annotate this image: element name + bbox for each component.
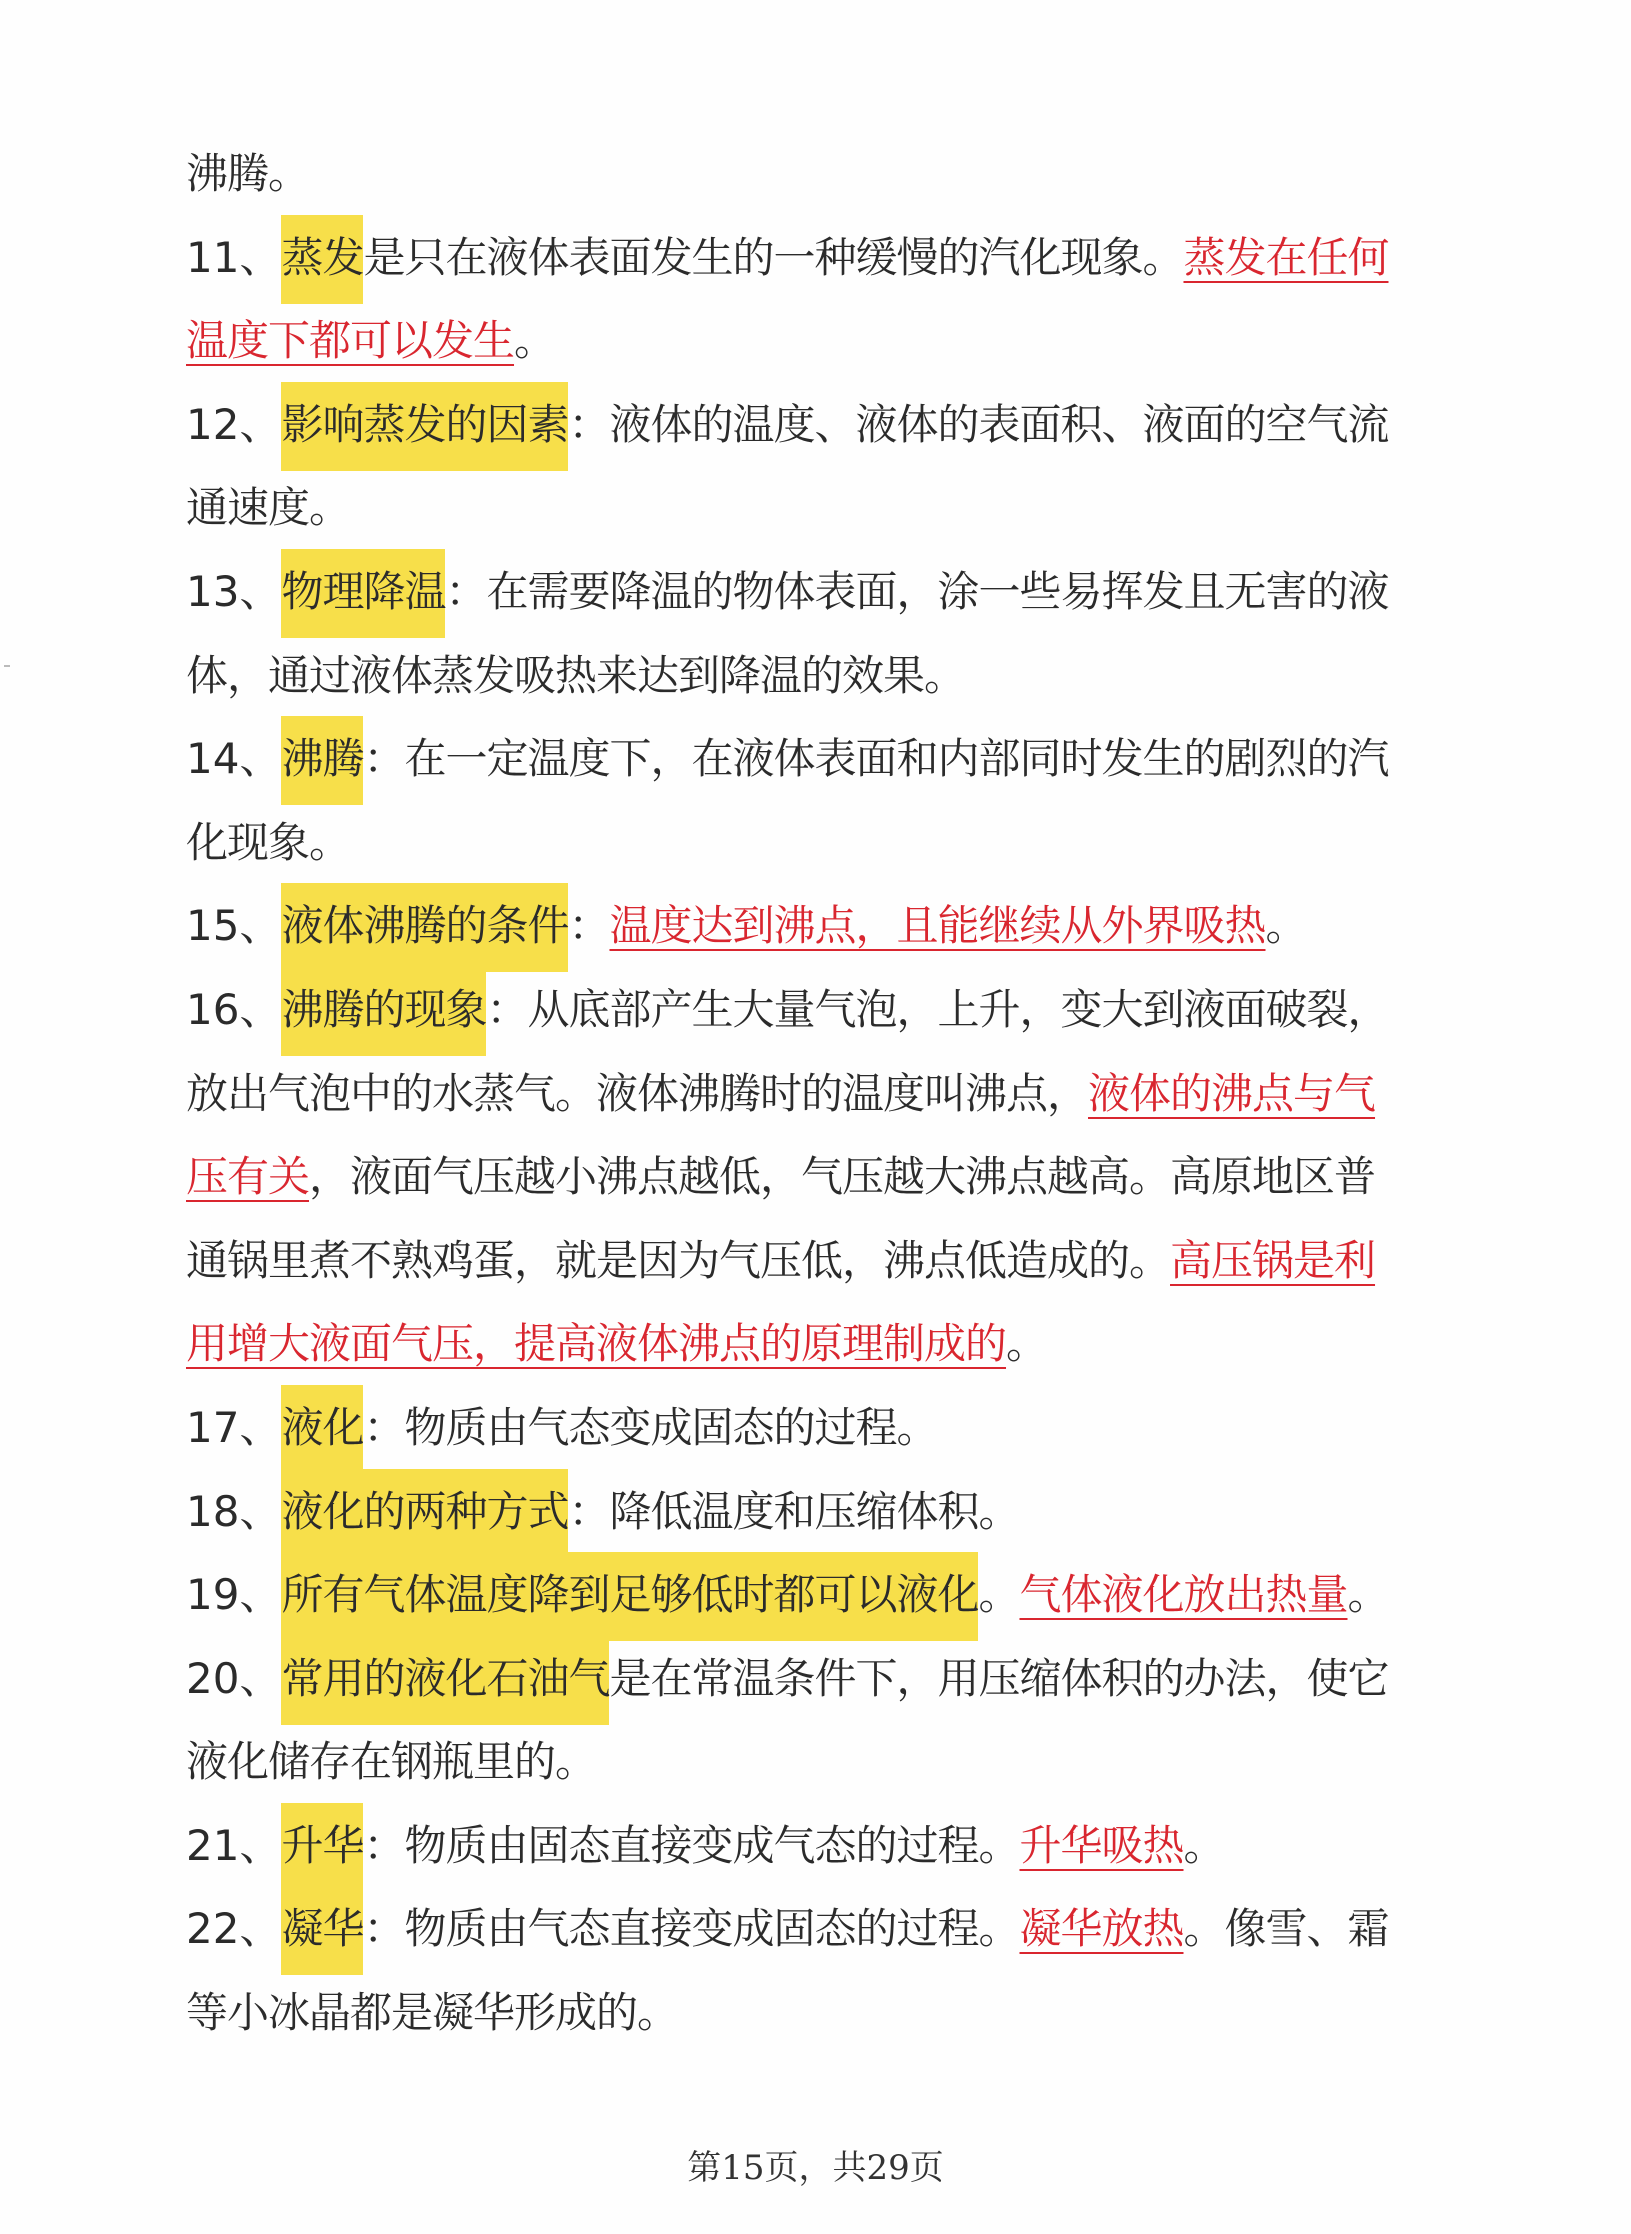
item-number: 14、: [186, 734, 282, 784]
text-line: [186, 1219, 1466, 1303]
underlined-key-point: 压有关: [186, 1152, 310, 1202]
text-line: [186, 550, 1466, 634]
body-text: 体，通过液体蒸发吸热来达到降温的效果。: [186, 650, 966, 700]
body-text: 。: [1006, 1319, 1048, 1369]
body-text: 通锅里煮不熟鸡蛋，就是因为气压低，沸点低造成的。: [186, 1235, 1171, 1285]
highlighted-term: 常用的液化石油气: [281, 1636, 609, 1725]
body-text: 等小冰晶都是凝华形成的。: [186, 1988, 679, 2038]
body-text: ：降低温度和压缩体积。: [568, 1486, 1020, 1536]
text-line: [186, 1470, 1466, 1554]
body-text: 。: [1347, 1570, 1389, 1620]
body-text: ：物质由气态变成固态的过程。: [363, 1402, 938, 1452]
body-text: 化现象。: [186, 817, 351, 867]
underlined-key-point: 凝华放热: [1019, 1904, 1184, 1954]
highlighted-term: 影响蒸发的因素: [281, 382, 568, 471]
underlined-key-point: 高压锅是利: [1170, 1235, 1376, 1285]
item-number: 11、: [186, 232, 282, 282]
body-text: ：在需要降温的物体表面，涂一些易挥发且无害的液: [445, 566, 1389, 616]
body-text: ：物质由固态直接变成气态的过程。: [363, 1820, 1020, 1870]
text-line: [186, 1135, 1466, 1219]
body-text: 是在常温条件下，用压缩体积的办法，使它: [609, 1653, 1389, 1703]
body-text: 。: [1183, 1820, 1225, 1870]
text-line: [186, 1386, 1466, 1470]
highlighted-term: 液体沸腾的条件: [281, 883, 568, 972]
body-text: ：从底部产生大量气泡，上升，变大到液面破裂，: [486, 984, 1389, 1034]
text-line: [186, 717, 1466, 801]
body-text: 放出气泡中的水蒸气。液体沸腾时的温度叫沸点，: [186, 1068, 1089, 1118]
body-text: ：液体的温度、液体的表面积、液面的空气流: [568, 399, 1389, 449]
body-text: 沸腾。: [186, 149, 310, 198]
text-line: [186, 1637, 1466, 1721]
item-number: 16、: [186, 984, 282, 1034]
body-text: 。像雪、霜: [1183, 1904, 1389, 1954]
body-text: 通速度。: [186, 483, 351, 533]
underlined-key-point: 温度达到沸点，且能继续从外界吸热: [609, 901, 1266, 951]
item-number: 13、: [186, 566, 282, 616]
body-text: ：: [568, 901, 610, 951]
item-number: 20、: [186, 1653, 282, 1703]
body-text: 是只在液体表面发生的一种缓慢的汽化现象。: [363, 232, 1184, 282]
text-line: [186, 1804, 1466, 1888]
highlighted-term: 所有气体温度降到足够低时都可以液化: [281, 1552, 978, 1641]
text-line: [186, 383, 1466, 467]
text-line: [186, 466, 1466, 550]
highlighted-term: 蒸发: [281, 215, 363, 304]
body-text: 。: [978, 1570, 1020, 1620]
underlined-key-point: 蒸发在任何: [1183, 232, 1389, 282]
text-line: [186, 1553, 1466, 1637]
item-number: 12、: [186, 399, 282, 449]
text-line: [186, 1971, 1466, 2055]
text-line: [186, 1302, 1466, 1386]
underlined-key-point: 温度下都可以发生: [186, 316, 515, 366]
body-text: ：物质由气态直接变成固态的过程。: [363, 1904, 1020, 1954]
body-text: ，液面气压越小沸点越低，气压越大沸点越高。高原地区普: [309, 1152, 1376, 1202]
text-line: [186, 1720, 1466, 1804]
text-line: [186, 1052, 1466, 1136]
item-number: 18、: [186, 1486, 282, 1536]
text-line: [186, 299, 1466, 383]
item-number: 22、: [186, 1904, 282, 1954]
page-number-footer: 第15页，共29页: [687, 2148, 944, 2188]
item-number: 17、: [186, 1402, 282, 1452]
underlined-key-point: 气体液化放出热量: [1019, 1570, 1348, 1620]
highlighted-term: 液化: [281, 1385, 363, 1474]
text-line: [186, 801, 1466, 885]
text-line: [186, 634, 1466, 718]
body-text: 。: [514, 316, 556, 366]
highlighted-term: 沸腾: [281, 716, 363, 805]
highlighted-term: 沸腾的现象: [281, 967, 486, 1056]
underlined-key-point: 用增大液面气压，提高液体沸点的原理制成的: [186, 1319, 1007, 1369]
body-text: ：在一定温度下，在液体表面和内部同时发生的剧烈的汽: [363, 734, 1389, 784]
highlighted-term: 物理降温: [281, 549, 445, 638]
highlighted-term: 液化的两种方式: [281, 1469, 568, 1558]
scan-edge-mark: [4, 665, 10, 667]
underlined-key-point: 液体的沸点与气: [1088, 1068, 1376, 1118]
body-text: 液化储存在钢瓶里的。: [186, 1737, 597, 1787]
notes-body: [186, 132, 1466, 2055]
text-line: [186, 132, 1466, 216]
text-line: [186, 1887, 1466, 1971]
item-number: 19、: [186, 1570, 282, 1620]
highlighted-term: 凝华: [281, 1886, 363, 1975]
text-line: [186, 216, 1466, 300]
text-line: [186, 968, 1466, 1052]
highlighted-term: 升华: [281, 1803, 363, 1892]
text-line: [186, 884, 1466, 968]
body-text: 。: [1265, 901, 1307, 951]
item-number: 21、: [186, 1820, 282, 1870]
item-number: 15、: [186, 901, 282, 951]
underlined-key-point: 升华吸热: [1019, 1820, 1184, 1870]
